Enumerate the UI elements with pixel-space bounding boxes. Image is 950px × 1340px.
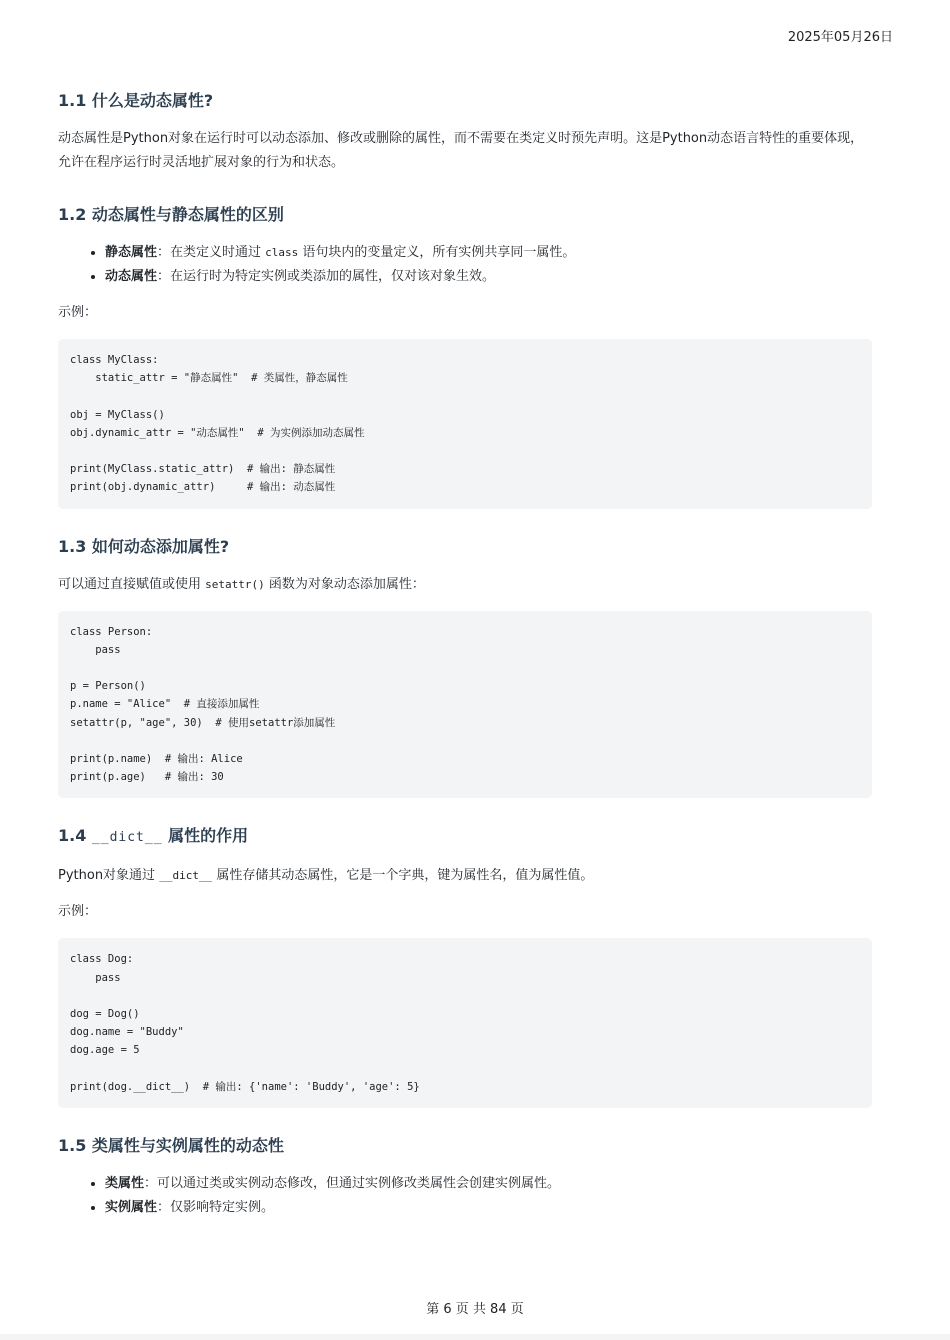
section-1-1-paragraph: 动态属性是Python对象在运行时可以动态添加、修改或删除的属性，而不需要在类定义时预先声明。这是Python动态语言特性的重要体现，允许在程序运行时灵活地扩展对象的行为和状态。 [58,131,864,170]
inline-code: setattr() [205,577,265,591]
inline-code: __dict__ [159,869,213,883]
section-1-4-heading: 1.4 __dict__ 属性的作用 [58,826,249,846]
section-1-5-heading: 1.5 类属性与实例属性的动态性 [58,1136,284,1156]
section-1-2-heading: 1.2 动态属性与静态属性的区别 [58,205,284,224]
code-block-myclass: class MyClass: static_attr = "静态属性" # 类属性，静态属性 obj = MyClass() obj.dynamic_attr = "动态属性" # 为实例添加动态属性 print(MyClass.static_attr) # 输出: 静态属性 print(obj.dynamic_attr) # 输出: 动态属性 [58,339,872,509]
section-1-1-heading: 1.1 什么是动态属性? [58,91,214,110]
example-label: 示例： [58,904,98,920]
document-date: 2025年05月26日 [787,30,893,45]
inline-code: class [265,246,299,259]
static-dynamic-list [58,241,872,289]
class-instance-list [58,1172,872,1220]
heading-inline-code: __dict__ [91,830,163,846]
term-static-attribute: 静态属性 [105,245,158,260]
page-number: 第 6 页 共 84 页 [426,1302,524,1317]
section-1-3-paragraph: 可以通过直接赋值或使用 setattr() 函数为对象动态添加属性： [58,576,425,592]
section-1-3-heading: 1.3 如何动态添加属性? [58,536,230,556]
document-body [58,88,872,1220]
code-block-person: class Person: pass p = Person() p.name = "Alice" # 直接添加属性 setattr(p, "age", 30) # 使用setattr添加属性 print(p.name) # 输出: Alice print(p.age) # 输出: 30 [58,611,872,799]
term-instance-attribute: 实例属性 [105,1200,158,1216]
code-block-dog: class Dog: pass dog = Dog() dog.name = "Buddy" dog.age = 5 print(dog.__dict__) # 输出: {'name': 'Buddy', 'age': 5} [58,938,872,1108]
page-edge [0,1334,950,1340]
list-item: • 实例属性：仅影响特定实例。 [105,1196,872,1220]
list-item: • 动态属性：在运行时为特定实例或类添加的属性，仅对该对象生效。 [105,265,872,289]
list-item: • 类属性：可以通过类或实例动态修改，但通过实例修改类属性会创建实例属性。 [105,1172,872,1196]
term-dynamic-attribute: 动态属性 [105,269,158,284]
section-1-4-paragraph: Python对象通过 __dict__ 属性存储其动态属性，它是一个字典，键为属性名，值为属性值。 [58,868,594,884]
term-class-attribute: 类属性 [105,1176,145,1192]
example-label: 示例： [58,305,98,320]
list-item: • 静态属性：在类定义时通过 class 语句块内的变量定义，所有实例共享同一属性。 [105,241,872,265]
